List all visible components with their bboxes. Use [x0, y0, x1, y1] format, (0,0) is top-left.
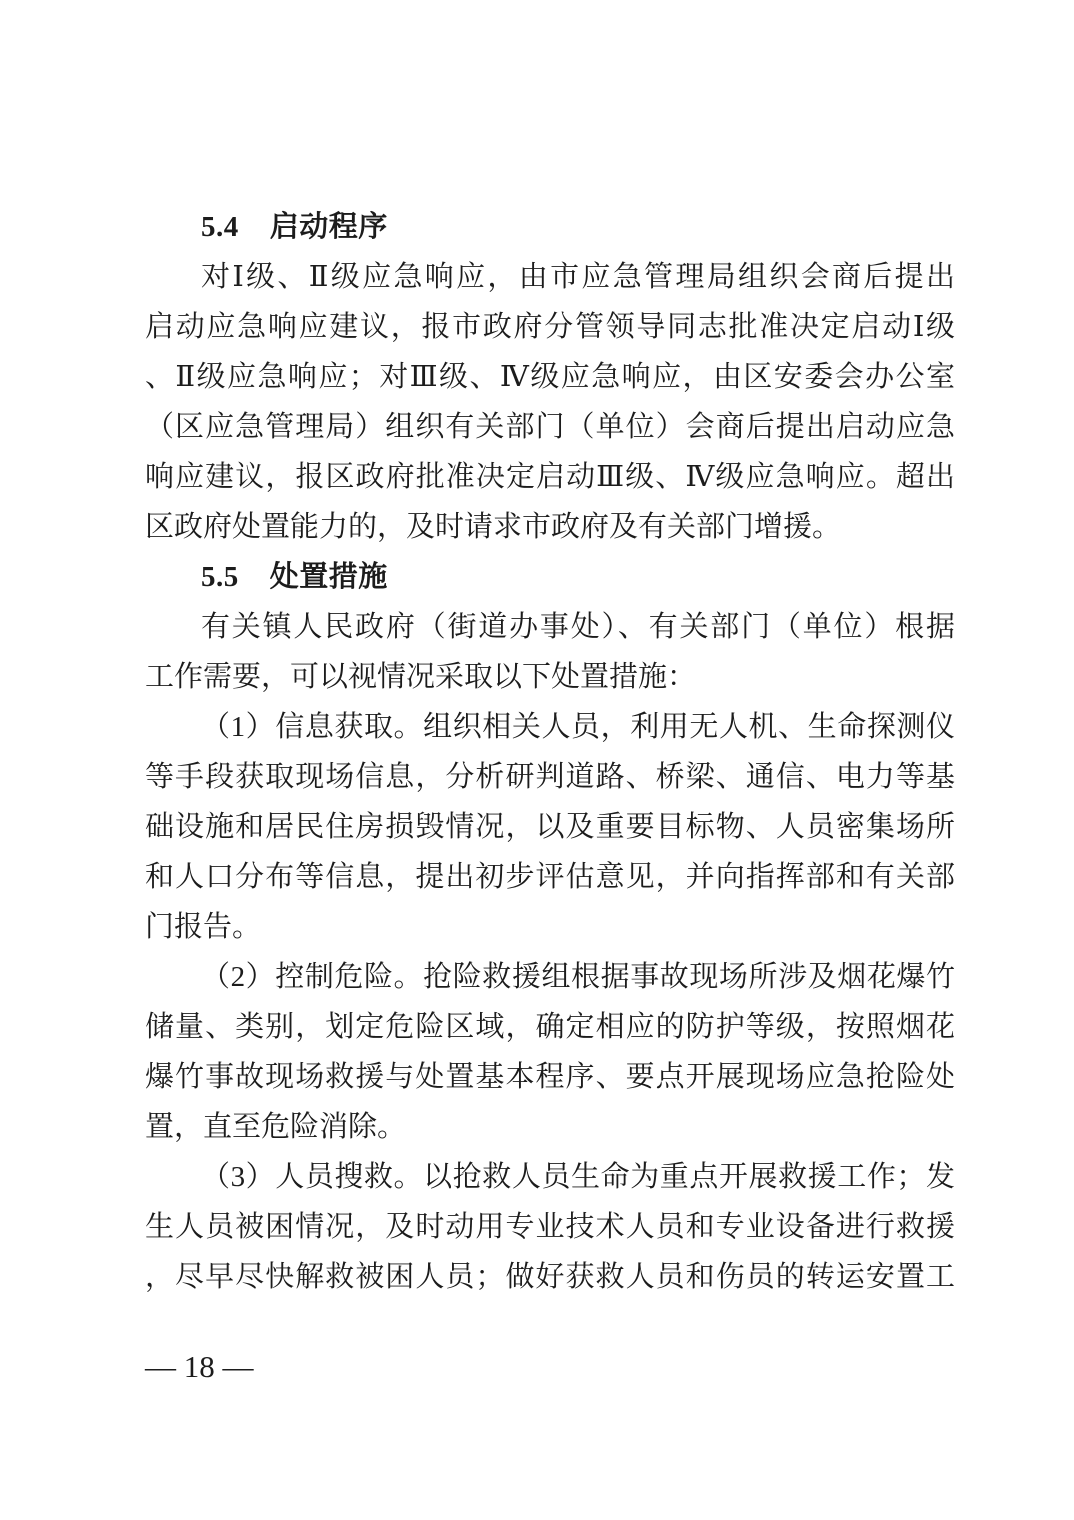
text-line: 础设施和居民住房损毁情况，以及重要目标物、人员密集场所	[145, 811, 955, 843]
text-line: 区政府处置能力的，及时请求市政府及有关部门增援。	[145, 511, 842, 543]
text-line: 等手段获取现场信息，分析研判道路、桥梁、通信、电力等基	[145, 761, 955, 793]
text-line: 爆竹事故现场救援与处置基本程序、要点开展现场应急抢险处	[145, 1061, 955, 1093]
section-heading-5-5	[145, 552, 955, 602]
text-line: （1）信息获取。组织相关人员，利用无人机、生命探测仪	[201, 711, 955, 743]
text-line: 对Ⅰ级、Ⅱ级应急响应，由市应急管理局组织会商后提出	[201, 261, 955, 293]
section-number: 5.5	[201, 561, 239, 593]
text-line: 响应建议，报区政府批准决定启动Ⅲ级、Ⅳ级应急响应。超出	[145, 461, 955, 493]
text-line: 、Ⅱ级应急响应；对Ⅲ级、Ⅳ级应急响应，由区安委会办公室	[145, 361, 955, 393]
text-line: 置，直至危险消除。	[145, 1111, 407, 1143]
section-title: 处置措施	[269, 561, 388, 593]
text-line: 门报告。	[145, 911, 262, 943]
text-line: （2）控制危险。抢险救援组根据事故现场所涉及烟花爆竹	[201, 961, 955, 993]
text-line: 工作需要，可以视情况采取以下处置措施：	[145, 661, 697, 693]
text-line: 和人口分布等信息，提出初步评估意见，并向指挥部和有关部	[145, 861, 955, 893]
text-line: （3）人员搜救。以抢救人员生命为重点开展救援工作；发	[201, 1161, 955, 1193]
section-number: 5.4	[201, 211, 239, 243]
section-heading-5-4	[145, 202, 955, 252]
text-line: 有关镇人民政府（街道办事处）、有关部门（单位）根据	[201, 611, 955, 643]
text-line: 启动应急响应建议，报市政府分管领导同志批准决定启动Ⅰ级	[145, 311, 955, 343]
text-line: （区应急管理局）组织有关部门（单位）会商后提出启动应急	[145, 411, 955, 443]
section-title: 启动程序	[269, 211, 388, 243]
document-content	[145, 202, 955, 1302]
page-footer	[145, 1342, 254, 1392]
page-number: — 18 —	[145, 1349, 254, 1384]
text-line: ，尽早尽快解救被困人员；做好获救人员和伤员的转运安置工	[145, 1261, 955, 1293]
text-line: 储量、类别，划定危险区域，确定相应的防护等级，按照烟花	[145, 1011, 955, 1043]
text-line: 生人员被困情况，及时动用专业技术人员和专业设备进行救援	[145, 1211, 955, 1243]
